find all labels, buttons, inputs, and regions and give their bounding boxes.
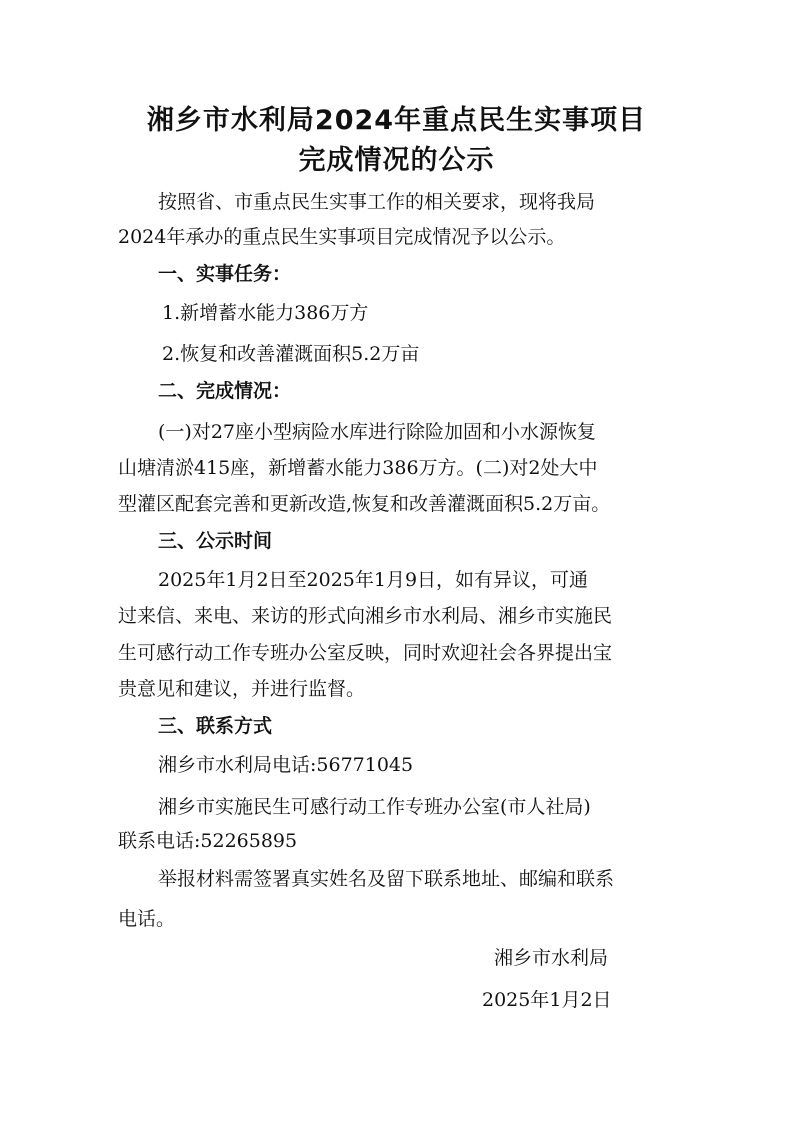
section-heading-tasks: 一、实事任务： (158, 263, 292, 285)
contact-office-phone: 联系电话:52265895 (118, 830, 298, 852)
completion-line-1: (一)对27座小型病险水库进行除险加固和小水源恢复 (158, 421, 597, 443)
period-line-3: 生可感行动工作专班办公室反映，同时欢迎社会各界提出宝 (118, 642, 613, 664)
completion-line-3: 型灌区配套完善和更新改造,恢复和改善灌溉面积5.2万亩。 (118, 493, 611, 515)
period-line-4: 贵意见和建议，并进行监督。 (118, 678, 366, 700)
report-note-line-2: 电话。 (118, 908, 176, 930)
document-title-line-1: 湘乡市水利局2024年重点民生实事项目 (146, 105, 647, 136)
report-note-line-1: 举报材料需签署真实姓名及留下联系地址、邮编和联系 (158, 868, 615, 890)
section-heading-contact: 三、联系方式 (158, 715, 273, 737)
intro-line-2: 2024年承办的重点民生实事项目完成情况予以公示。 (118, 226, 566, 248)
signature-date: 2025年1月2日 (482, 989, 612, 1011)
period-line-1: 2025年1月2日至2025年1月9日，如有异议，可通 (158, 569, 589, 591)
completion-line-2: 山塘清淤415座，新增蓄水能力386万方。(二)对2处大中 (118, 457, 598, 479)
document-title-line-2: 完成情况的公示 (298, 145, 495, 176)
task-item-1: 1.新增蓄水能力386万方 (162, 302, 369, 324)
section-heading-period: 三、公示时间 (158, 530, 273, 552)
section-heading-completion: 二、完成情况： (158, 380, 292, 402)
signature-organization: 湘乡市水利局 (494, 947, 609, 969)
task-item-2: 2.恢复和改善灌溉面积5.2万亩 (162, 343, 420, 365)
contact-office-line-1: 湘乡市实施民生可感行动工作专班办公室(市人社局) (158, 796, 591, 818)
contact-phone-water-bureau: 湘乡市水利局电话:56771045 (158, 754, 414, 776)
intro-line-1: 按照省、市重点民生实事工作的相关要求，现将我局 (158, 191, 596, 213)
period-line-2: 过来信、来电、来访的形式向湘乡市水利局、湘乡市实施民 (118, 605, 613, 627)
